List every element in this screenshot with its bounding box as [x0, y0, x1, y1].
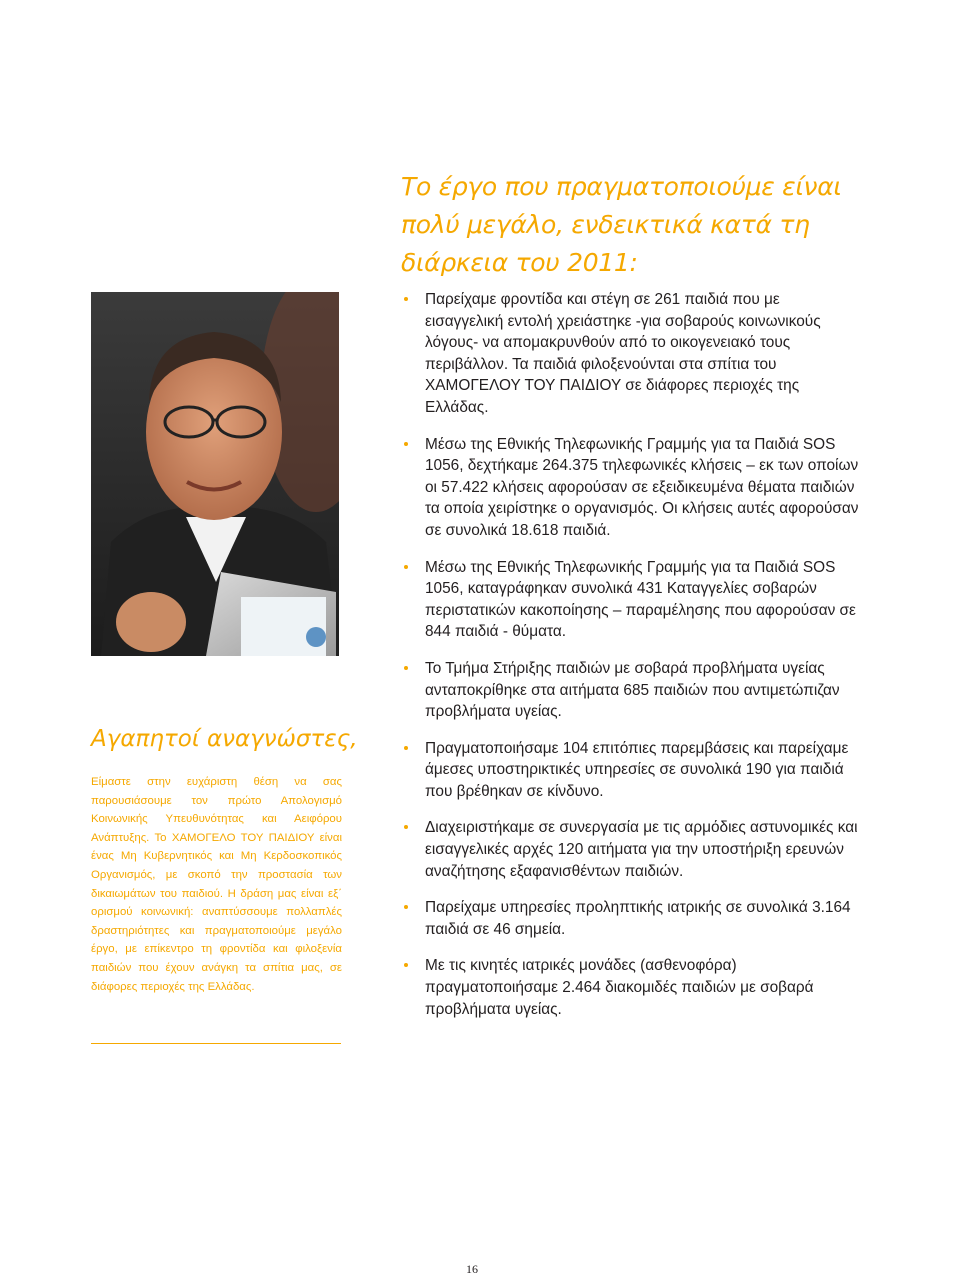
list-item-text: Το Τμήμα Στήριξης παιδιών με σοβαρά προβλήματα υγείας ανταποκρίθηκε στα αιτήματα 685 παιδιών που αντιμετώπιζαν προβλήματα υγείας.	[425, 659, 840, 721]
intro-text: Είμαστε στην ευχάριστη θέση να σας παρουσιάσουμε τον πρώτο Απολογισμό Κοινωνικής Υπευθυνότητας και Αειφόρου Ανάπτυξης. Το ΧΑΜΟΓΕΛΟ ΤΟΥ ΠΑΙΔΙΟΥ είναι ένας Μη Κυβερνητικός και Μη Κερδοσκοπικός Οργανισμός, με σκοπό την προστασία των δικαιωμάτων του παιδιού. Η δράση μας είναι εξ΄ ορισμού κοινωνική: αναπτύσσουμε πολλαπλές δραστηριότητες και πραγματοποιούμε μεγάλο έργο, με επίκεντρο τη φροντίδα και φιλοξενία παιδιών που έχουν ανάγκη τα σπίτια μας, σε διάφορες περιοχές της Ελλάδας.	[91, 776, 342, 993]
bullet-icon	[404, 746, 408, 750]
list-item	[401, 658, 861, 723]
list-item	[401, 955, 861, 1020]
list-item-text: Με τις κινητές ιατρικές μονάδες (ασθενοφόρα) πραγματοποιήσαμε 2.464 διακομιδές παιδιών με σοβαρά προβλήματα υγείας.	[425, 957, 814, 1018]
list-item	[401, 897, 861, 940]
list-item	[401, 817, 861, 882]
list-item-text: Παρείχαμε υπηρεσίες προληπτικής ιατρικής σε συνολικά 3.164 παιδιά σε 46 σημεία.	[425, 899, 851, 938]
list-item-text: Παρείχαμε φροντίδα και στέγη σε 261 παιδιά που με εισαγγελική εντολή χρειάστηκε -για σοβαρούς κοινωνικούς λόγους- να απομακρυνθούν από το οικογενειακό τους περιβάλλον. Τα παιδιά φιλοξενούνται στα σπίτια του ΧΑΜΟΓΕΛΟΥ ΤΟΥ ΠΑΙΔΙΟΥ σε διάφορες περιοχές της Ελλάδας.	[425, 291, 821, 416]
bullet-icon	[404, 963, 408, 967]
portrait-photo	[91, 292, 339, 656]
list-item-text: Μέσω της Εθνικής Τηλεφωνικής Γραμμής για τα Παιδιά SOS 1056, καταγράφηκαν συνολικά 431 Καταγγελίες σοβαρών περιστατικών κακοποίησης – παραμέλησης που αφορούσαν σε 844 παιδιά - θύματα.	[425, 558, 856, 641]
bullet-icon	[404, 297, 408, 301]
achievements-list	[401, 289, 861, 1035]
list-item	[401, 289, 861, 419]
bullet-icon	[404, 666, 408, 670]
page-heading: Το έργο που πραγματοποιούμε είναι πολύ μεγάλο, ενδεικτικά κατά τη διάρκεια του 2011:	[401, 172, 842, 277]
intro-divider	[91, 1043, 341, 1044]
intro-heading: Αγαπητοί αναγνώστες,	[91, 726, 358, 752]
bullet-icon	[404, 905, 408, 909]
list-item	[401, 738, 861, 803]
bullet-icon	[404, 565, 408, 569]
list-item-text: Μέσω της Εθνικής Τηλεφωνικής Γραμμής για τα Παιδιά SOS 1056, δεχτήκαμε 264.375 τηλεφωνικές κλήσεις – εκ των οποίων οι 57.422 κλήσεις αφορούσαν σε εξειδικευμένα θέματα παιδιών τα οποία χειρίστηκε ο οργανισμός. Οι κλήσεις αυτές αφορούσαν σε συνολικά 18.618 παιδιά.	[425, 435, 859, 539]
list-item-text: Διαχειριστήκαμε σε συνεργασία με τις αρμόδιες αστυνομικές και εισαγγελικές αρχές 120 αιτήματα για την υποστήριξη ερευνών αναζήτησης εξαφανισθέντων παιδιών.	[425, 819, 858, 880]
list-item-text: Πραγματοποιήσαμε 104 επιτόπιες παρεμβάσεις και παρείχαμε άμεσες υποστηρικτικές υπηρεσίες σε συνολικά 190 για παιδιά που βρέθηκαν σε κίνδυνο.	[425, 739, 849, 800]
bullet-icon	[404, 442, 408, 446]
list-item	[401, 434, 861, 542]
page-number: 16	[466, 1262, 478, 1276]
bullet-icon	[404, 825, 408, 829]
list-item	[401, 557, 861, 643]
